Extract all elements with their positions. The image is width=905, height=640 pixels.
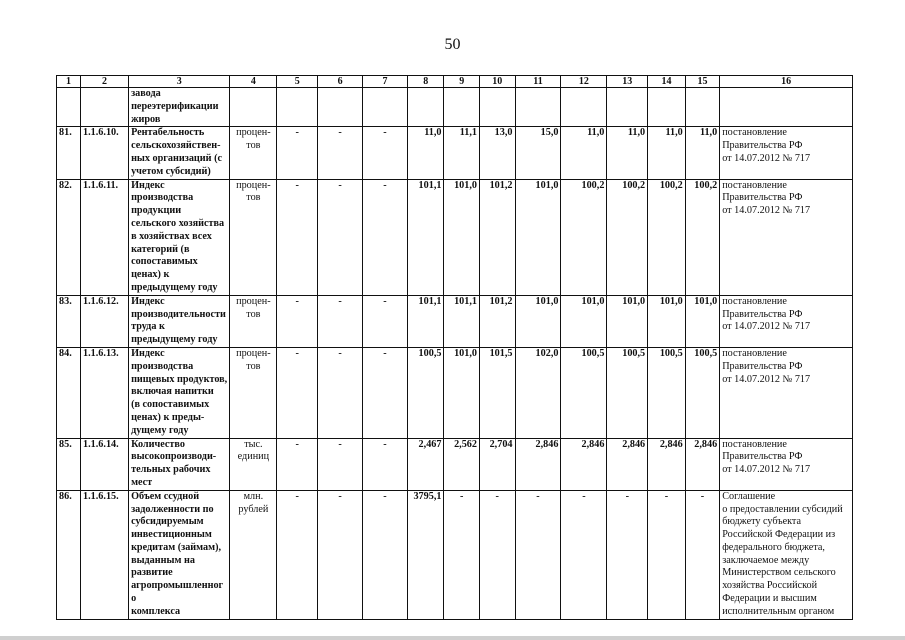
value-cell: 11,0	[407, 127, 444, 179]
column-number-cell: 13	[607, 76, 648, 88]
value-cell: -	[277, 438, 318, 490]
value-cell: -	[318, 295, 363, 347]
column-number-cell: 9	[444, 76, 480, 88]
value-cell: 100,2	[607, 179, 648, 295]
indicator-name-cell: Индекс производства продукции сельского хозяйства в хозяйствах всех категорий (в сопоставимых ценах) к предыдущему году	[129, 179, 230, 295]
value-cell: -	[277, 347, 318, 438]
empty-cell	[479, 88, 515, 127]
column-number-cell: 7	[363, 76, 408, 88]
indicator-code-cell: 1.1.6.12.	[81, 295, 129, 347]
value-cell: 2,704	[479, 438, 515, 490]
row-number-cell: 81.	[57, 127, 81, 179]
column-number-cell: 2	[81, 76, 129, 88]
value-cell: -	[363, 438, 408, 490]
value-cell: -	[363, 127, 408, 179]
empty-cell	[607, 88, 648, 127]
indicator-name-cell: Индекс производства пищевых продуктов, включая напитки (в сопоставимых ценах) к преды- дущему году	[129, 347, 230, 438]
column-number-cell: 4	[230, 76, 277, 88]
value-cell: 11,0	[685, 127, 719, 179]
value-cell: 100,2	[561, 179, 607, 295]
table-row	[57, 490, 853, 619]
indicator-code-cell: 1.1.6.11.	[81, 179, 129, 295]
value-cell: 2,846	[648, 438, 686, 490]
value-cell: 100,5	[607, 347, 648, 438]
value-cell: 100,5	[561, 347, 607, 438]
value-cell: -	[685, 490, 719, 619]
value-cell: 100,5	[407, 347, 444, 438]
row-number-cell: 82.	[57, 179, 81, 295]
value-cell: 101,2	[479, 295, 515, 347]
column-number-cell: 6	[318, 76, 363, 88]
value-cell: -	[444, 490, 480, 619]
legal-basis-cell: постановление Правительства РФ от 14.07.2012 № 717	[720, 179, 853, 295]
table-row	[57, 179, 853, 295]
value-cell: -	[561, 490, 607, 619]
legal-basis-cell: Соглашение о предоставлении субсидий бюджету субъекта Российской Федерации из федерального бюджета, заключаемое между Министерством сельского хозяйства Российской Федерации и высшим исполнительным органом	[720, 490, 853, 619]
value-cell: 100,2	[685, 179, 719, 295]
value-cell: 11,0	[648, 127, 686, 179]
unit-cell: тыс. единиц	[230, 438, 277, 490]
value-cell: 101,0	[444, 347, 480, 438]
table-row	[57, 438, 853, 490]
value-cell: -	[277, 127, 318, 179]
value-cell: -	[363, 490, 408, 619]
value-cell: 102,0	[515, 347, 561, 438]
column-number-cell: 10	[479, 76, 515, 88]
empty-cell	[648, 88, 686, 127]
empty-cell	[230, 88, 277, 127]
row-number-cell: 84.	[57, 347, 81, 438]
empty-cell	[685, 88, 719, 127]
indicators-table	[56, 75, 853, 620]
indicator-name-cell: завода переэтерификации жиров	[129, 88, 230, 127]
value-cell: 101,1	[407, 179, 444, 295]
value-cell: -	[318, 179, 363, 295]
value-cell: -	[363, 295, 408, 347]
value-cell: 101,5	[479, 347, 515, 438]
empty-cell	[407, 88, 444, 127]
value-cell: 101,0	[685, 295, 719, 347]
unit-cell: млн. рублей	[230, 490, 277, 619]
column-number-cell: 15	[685, 76, 719, 88]
value-cell: 100,2	[648, 179, 686, 295]
empty-cell	[720, 88, 853, 127]
indicator-code-cell: 1.1.6.14.	[81, 438, 129, 490]
indicator-code-cell: 1.1.6.13.	[81, 347, 129, 438]
value-cell: 100,5	[648, 347, 686, 438]
column-number-row	[57, 76, 853, 88]
value-cell: -	[318, 347, 363, 438]
legal-basis-cell: постановление Правительства РФ от 14.07.2012 № 717	[720, 347, 853, 438]
unit-cell: процен- тов	[230, 179, 277, 295]
empty-cell	[81, 88, 129, 127]
value-cell: 2,846	[561, 438, 607, 490]
indicator-code-cell: 1.1.6.15.	[81, 490, 129, 619]
column-number-cell: 16	[720, 76, 853, 88]
page-number: 50	[444, 36, 461, 53]
table-row	[57, 127, 853, 179]
empty-cell	[515, 88, 561, 127]
indicator-name-cell: Количество высокопроизводи- тельных рабочих мест	[129, 438, 230, 490]
empty-cell	[363, 88, 408, 127]
value-cell: 11,0	[607, 127, 648, 179]
column-number-cell: 12	[561, 76, 607, 88]
indicator-code-cell: 1.1.6.10.	[81, 127, 129, 179]
value-cell: 11,1	[444, 127, 480, 179]
column-number-cell: 11	[515, 76, 561, 88]
empty-cell	[57, 88, 81, 127]
empty-cell	[561, 88, 607, 127]
value-cell: -	[363, 179, 408, 295]
value-cell: -	[277, 295, 318, 347]
legal-basis-cell: постановление Правительства РФ от 14.07.2012 № 717	[720, 438, 853, 490]
empty-cell	[318, 88, 363, 127]
value-cell: -	[318, 438, 363, 490]
value-cell: -	[607, 490, 648, 619]
column-number-cell: 1	[57, 76, 81, 88]
value-cell: 2,562	[444, 438, 480, 490]
value-cell: 2,467	[407, 438, 444, 490]
value-cell: -	[277, 179, 318, 295]
value-cell: 101,0	[561, 295, 607, 347]
value-cell: -	[277, 490, 318, 619]
legal-basis-cell: постановление Правительства РФ от 14.07.2012 № 717	[720, 295, 853, 347]
value-cell: 101,2	[479, 179, 515, 295]
unit-cell: процен- тов	[230, 347, 277, 438]
value-cell: 100,5	[685, 347, 719, 438]
value-cell: 15,0	[515, 127, 561, 179]
empty-cell	[277, 88, 318, 127]
value-cell: 101,1	[407, 295, 444, 347]
value-cell: 101,0	[607, 295, 648, 347]
value-cell: 2,846	[607, 438, 648, 490]
value-cell: 2,846	[685, 438, 719, 490]
column-number-cell: 5	[277, 76, 318, 88]
value-cell: -	[515, 490, 561, 619]
indicator-name-cell: Индекс производительности труда к предыдущему году	[129, 295, 230, 347]
value-cell: -	[479, 490, 515, 619]
empty-cell	[444, 88, 480, 127]
value-cell: 101,0	[515, 295, 561, 347]
legal-basis-cell: постановление Правительства РФ от 14.07.2012 № 717	[720, 127, 853, 179]
row-number-cell: 83.	[57, 295, 81, 347]
value-cell: 2,846	[515, 438, 561, 490]
table-row	[57, 295, 853, 347]
unit-cell: процен- тов	[230, 127, 277, 179]
value-cell: 101,0	[444, 179, 480, 295]
value-cell: -	[318, 127, 363, 179]
continuation-row	[57, 88, 853, 127]
scan-edge	[0, 636, 905, 640]
value-cell: 3795,1	[407, 490, 444, 619]
column-number-cell: 14	[648, 76, 686, 88]
value-cell: 13,0	[479, 127, 515, 179]
value-cell: -	[363, 347, 408, 438]
value-cell: -	[318, 490, 363, 619]
column-number-cell: 3	[129, 76, 230, 88]
row-number-cell: 85.	[57, 438, 81, 490]
value-cell: -	[648, 490, 686, 619]
value-cell: 101,1	[444, 295, 480, 347]
value-cell: 101,0	[515, 179, 561, 295]
column-number-cell: 8	[407, 76, 444, 88]
indicator-name-cell: Объем ссудной задолженности по субсидируемым инвестиционным кредитам (займам), выданным на развитие агропромышленного комплекса	[129, 490, 230, 619]
row-number-cell: 86.	[57, 490, 81, 619]
indicator-name-cell: Рентабельность сельскохозяйствен- ных организаций (с учетом субсидий)	[129, 127, 230, 179]
unit-cell: процен- тов	[230, 295, 277, 347]
value-cell: 101,0	[648, 295, 686, 347]
table-row	[57, 347, 853, 438]
value-cell: 11,0	[561, 127, 607, 179]
